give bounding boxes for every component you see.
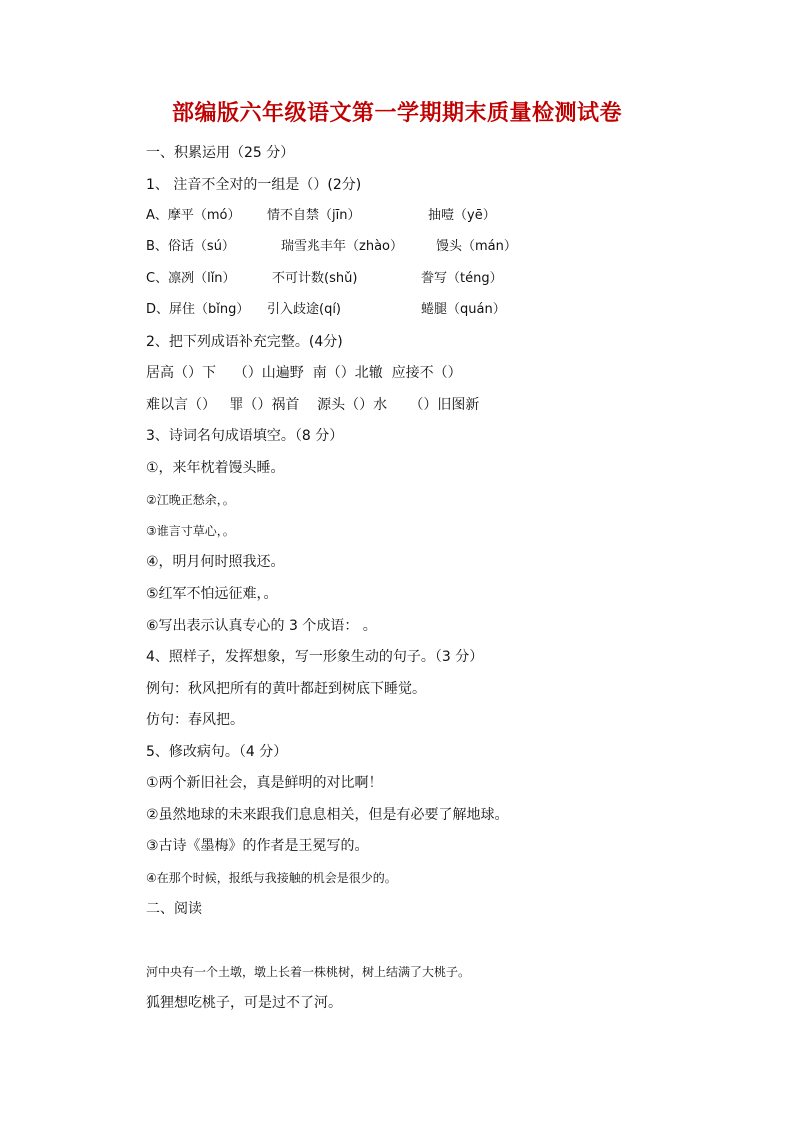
q3-item-3: ③谁言寸草心，。 [146,524,235,538]
q5-item-1: ①两个新旧社会，真是鲜明的对比啊！ [146,775,383,791]
q1-option-c-part1: C、凛冽（lǐn） [146,271,236,286]
q1-option-b-part2: 瑞雪兆丰年（zhào） [281,239,403,254]
q1-option-b-part3: 馒头（mán） [436,239,517,254]
reading-paragraph-2: 狐狸想吃桃子，可是过不了河。 [146,995,342,1011]
q3-item-6: ⑥写出表示认真专心的 3 个成语： 。 [146,618,377,634]
q1-option-c-part3: 誊写（téng） [421,271,503,286]
q2-row-1: 居高（）下 （）山遍野 南（）北辙 应接不（） [146,365,462,381]
exam-title: 部编版六年级语文第一学期期末质量检测试卷 [171,100,622,126]
q3-item-5: ⑤红军不怕远征难，。 [146,586,278,602]
q3-item-1: ①，来年枕着馒头睡。 [146,460,285,476]
section-1-heading: 一、积累运用（25 分） [146,145,295,161]
q1-stem: 1、 注音不全对的一组是（）(2分) [146,177,362,193]
q1-option-d-part3: 蜷腿（quán） [421,302,506,317]
q1-option-b-part1: B、俗话（sú） [146,239,235,254]
q4-imitate: 仿句：春风把。 [146,712,244,728]
q4-stem: 4、照样子，发挥想象，写一形象生动的句子。（3 分） [146,649,484,665]
q1-option-a-part2: 情不自禁（jīn） [267,208,361,223]
reading-paragraph-1: 河中央有一个土墩，墩上长着一株桃树，树上结满了大桃子。 [146,965,471,979]
q5-item-2: ②虽然地球的未来跟我们息息相关，但是有必要了解地球。 [146,807,509,823]
q5-item-4: ④在那个时候，报纸与我接触的机会是很少的。 [146,871,397,885]
q2-stem: 2、把下列成语补充完整。(4分) [146,334,343,350]
q5-stem: 5、修改病句。（4 分） [146,744,288,760]
q3-stem: 3、诗词名句成语填空。（8 分） [146,428,344,444]
q3-item-2: ②江晚正愁余，。 [146,493,235,507]
q1-option-d-part1: D、屏住（bǐng） [146,302,250,317]
q3-item-4: ④，明月何时照我还。 [146,554,285,570]
q1-option-d-part2: 引入歧途(qí) [267,302,342,317]
q1-option-a-part1: A、摩平（mó） [146,208,241,223]
q4-example: 例句：秋风把所有的黄叶都赶到树底下睡觉。 [146,681,426,697]
section-2-heading: 二、阅读 [146,901,202,917]
q5-item-3: ③古诗《墨梅》的作者是王冕写的。 [146,838,369,854]
q1-option-a-part3: 抽噎（yē） [428,208,496,223]
q1-option-c-part2: 不可计数(shǔ) [272,271,358,286]
q2-row-2: 难以言（） 罪（）祸首 源头（）水 （）旧图新 [146,397,480,413]
